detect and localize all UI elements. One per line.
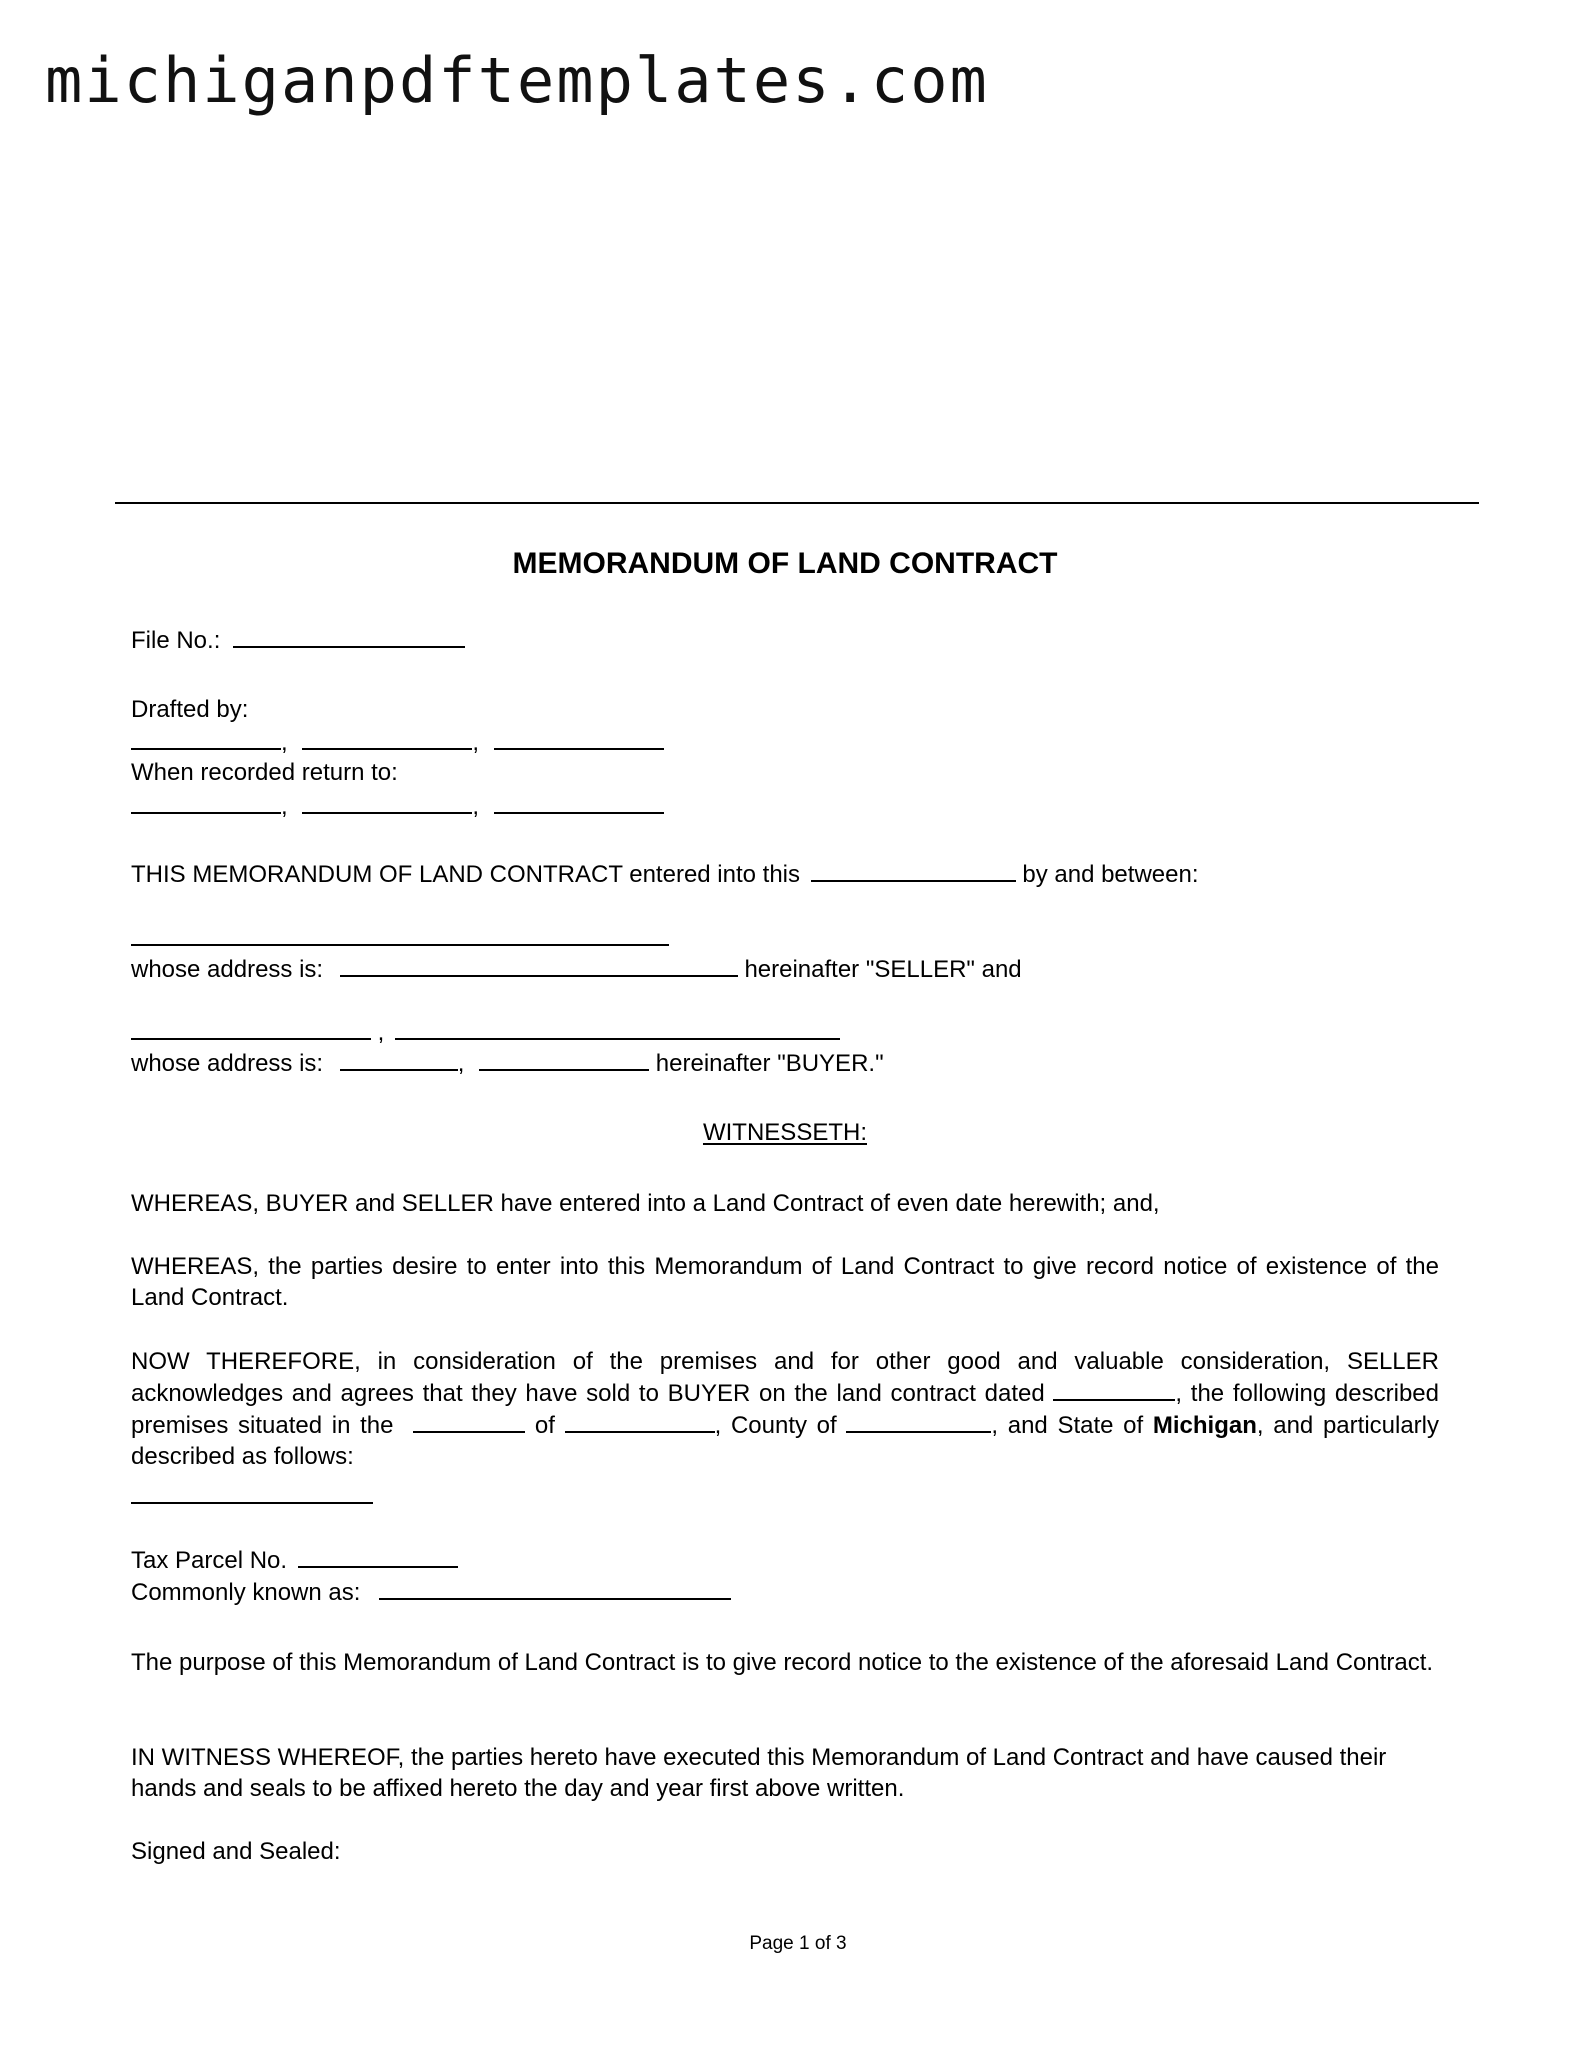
site-watermark: michiganpdftemplates.com [45, 44, 989, 117]
buyer-address-row [131, 1047, 884, 1079]
drafted-by-name-field[interactable] [131, 726, 281, 750]
page-footer [0, 1933, 1596, 1955]
now-therefore-text-3: of [534, 1412, 555, 1439]
drafted-by-city-field[interactable] [494, 726, 664, 750]
file-no-row [131, 624, 465, 656]
seller-address-label: whose address is: [131, 956, 324, 983]
intro-text-tail: by and between: [1022, 861, 1199, 888]
return-to-city-field[interactable] [494, 790, 664, 814]
contract-date-field[interactable] [811, 858, 1016, 882]
now-therefore-text-5: , and State of [991, 1412, 1144, 1439]
buyer-name-field[interactable] [131, 1016, 371, 1040]
legal-description-row [131, 1480, 373, 1512]
comma: , [457, 1050, 465, 1077]
return-to-fields [131, 790, 664, 822]
now-therefore-text-2: , the following described premises situated in the [131, 1380, 1439, 1439]
comma: , [472, 793, 480, 820]
land-contract-date-field[interactable] [1053, 1377, 1175, 1401]
seller-address-field[interactable] [340, 953, 738, 977]
drafted-by-fields [131, 726, 664, 758]
file-no-field[interactable] [233, 624, 465, 648]
now-therefore-text-1: NOW THEREFORE, in consideration of the premises and for other good and valuable consideration, SELLER acknowledges and agrees that they have sold to BUYER on the land contract dated [131, 1348, 1439, 1407]
buyer-city-field[interactable] [479, 1047, 649, 1071]
page-label: Page [749, 1933, 794, 1954]
witnesseth-heading: WITNESSETH: [702, 1119, 867, 1146]
comma: , [377, 1019, 385, 1046]
seller-name-row [131, 922, 669, 954]
header-divider [115, 502, 1479, 504]
seller-name-field[interactable] [131, 922, 669, 946]
whereas-paragraph-2: WHEREAS, the parties desire to enter into this Memorandum of Land Contract to give record notice of existence of the Land Contract. [131, 1253, 1439, 1311]
buyer-address-label: whose address is: [131, 1050, 324, 1077]
buyer-name-2-field[interactable] [395, 1016, 840, 1040]
tax-parcel-row [131, 1544, 458, 1576]
purpose-paragraph: The purpose of this Memorandum of Land Contract is to give record notice to the existence of the aforesaid Land Contract. [131, 1649, 1434, 1676]
intro-text: THIS MEMORANDUM OF LAND CONTRACT entered into this [131, 861, 801, 888]
buyer-name-row [131, 1016, 840, 1048]
now-therefore-paragraph [131, 1346, 1439, 1472]
page-total: 3 [836, 1933, 847, 1954]
commonly-known-row [131, 1576, 731, 1608]
page-of-label: of [814, 1933, 831, 1954]
legal-description-field[interactable] [131, 1480, 373, 1504]
tax-parcel-label: Tax Parcel No. [131, 1547, 288, 1574]
witness-whereof-paragraph: IN WITNESS WHEREOF, the parties hereto have executed this Memorandum of Land Contract and have caused their hands and seals to be affixed hereto the day and year first above written. [131, 1744, 1387, 1802]
comma: , [281, 729, 288, 756]
return-to-label: When recorded return to: [131, 759, 398, 786]
return-to-address-field[interactable] [302, 790, 472, 814]
now-therefore-text-4: , County of [714, 1412, 837, 1439]
drafted-by-address-field[interactable] [302, 726, 472, 750]
now-therefore-text-6: , and particularly described as follows: [131, 1412, 1440, 1470]
tax-parcel-field[interactable] [298, 1544, 458, 1568]
county-field[interactable] [846, 1409, 991, 1433]
comma: , [472, 729, 480, 756]
document-title: MEMORANDUM OF LAND CONTRACT [512, 547, 1058, 580]
municipality-type-field[interactable] [413, 1409, 525, 1433]
whereas-paragraph-1: WHEREAS, BUYER and SELLER have entered into a Land Contract of even date herewith; and, [131, 1190, 1160, 1217]
seller-tail-text: hereinafter "SELLER" and [744, 956, 1022, 983]
return-to-name-field[interactable] [131, 790, 281, 814]
comma: , [281, 793, 288, 820]
drafted-by-label: Drafted by: [131, 696, 249, 723]
intro-row [131, 858, 1199, 890]
commonly-known-field[interactable] [379, 1576, 731, 1600]
commonly-known-label: Commonly known as: [131, 1579, 361, 1606]
buyer-tail-text: hereinafter "BUYER." [655, 1050, 884, 1077]
buyer-address-field[interactable] [340, 1047, 458, 1071]
page-number: 1 [799, 1933, 810, 1954]
seller-address-row [131, 953, 1022, 985]
signed-sealed-label: Signed and Sealed: [131, 1838, 341, 1865]
state-name: Michigan [1152, 1412, 1257, 1439]
municipality-name-field[interactable] [565, 1409, 715, 1433]
file-no-label: File No.: [131, 627, 221, 654]
